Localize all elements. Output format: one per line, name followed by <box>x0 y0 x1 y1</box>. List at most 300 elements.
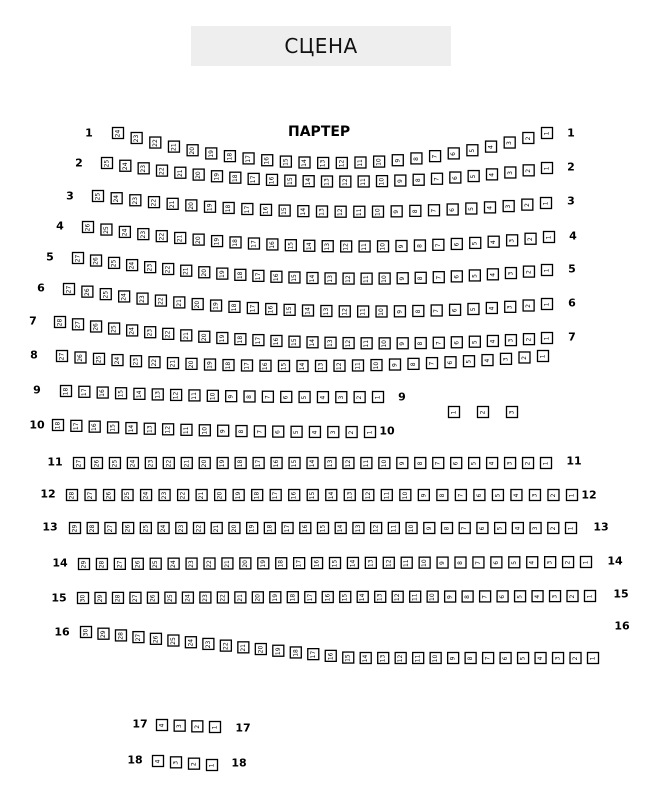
seat-row-11-seat-22[interactable] <box>163 458 174 469</box>
seat-row-5-seat-13[interactable] <box>325 273 336 284</box>
seat-row-13-seat-25[interactable] <box>140 523 151 534</box>
seat-row-12-seat-4[interactable] <box>511 490 522 501</box>
seat-row-12-seat-21[interactable] <box>196 490 207 501</box>
seat-row-1-seat-19[interactable] <box>206 148 217 159</box>
seat-row-14-seat-3[interactable] <box>545 557 556 568</box>
seat-row-2-seat-5[interactable] <box>468 171 479 182</box>
seat-row-1-seat-23[interactable] <box>131 132 142 143</box>
seat-row-11-seat-25[interactable] <box>109 458 120 469</box>
seat-row-7-seat-13[interactable] <box>325 337 336 348</box>
seat-row-15-seat-11[interactable] <box>410 591 421 602</box>
seat-row-13-seat-24[interactable] <box>158 523 169 534</box>
seat-row-11-seat-5[interactable] <box>469 458 480 469</box>
seat-row-10-seat-8[interactable] <box>236 426 247 437</box>
seat-row-15-seat-25[interactable] <box>165 592 176 603</box>
seat-row-16-seat-27[interactable] <box>133 632 144 643</box>
seat-row-16-seat-13[interactable] <box>378 653 389 664</box>
seat-row-12-seat-25[interactable] <box>122 490 133 501</box>
seat-row-6-seat-4[interactable] <box>486 302 497 313</box>
seat-row-13-seat-9[interactable] <box>424 523 435 534</box>
seat-row-15-seat-19[interactable] <box>270 592 281 603</box>
seat-row-14-seat-15[interactable] <box>330 558 341 569</box>
seat-row-11-seat-10[interactable] <box>379 458 390 469</box>
seat-row-13-seat-26[interactable] <box>123 523 134 534</box>
seat-row-6-seat-7[interactable] <box>431 305 442 316</box>
seat-row-11-seat-20[interactable] <box>199 458 210 469</box>
seat-row-14-seat-24[interactable] <box>168 558 179 569</box>
seat-row-7-seat-3[interactable] <box>505 335 516 346</box>
seat-row-6-seat-26[interactable] <box>82 286 93 297</box>
seat-row-7-seat-10[interactable] <box>379 338 390 349</box>
seat-row-7-seat-6[interactable] <box>451 337 462 348</box>
seat-row-12-seat-6[interactable] <box>474 490 485 501</box>
seat-row-5-seat-10[interactable] <box>379 273 390 284</box>
seat-row-12-seat-2[interactable] <box>548 490 559 501</box>
seat-row-16-seat-12[interactable] <box>395 653 406 664</box>
seat-row-6-seat-9[interactable] <box>394 306 405 317</box>
seat-row-15-seat-10[interactable] <box>427 591 438 602</box>
seat-row-1-seat-20[interactable] <box>187 145 198 156</box>
seat-row-16-seat-30[interactable] <box>81 627 92 638</box>
seat-row-1-seat-21[interactable] <box>168 141 179 152</box>
seat-row-4-seat-3[interactable] <box>507 235 518 246</box>
seat-row-3-seat-2[interactable] <box>522 199 533 210</box>
seat-row-3-seat-1[interactable] <box>541 198 552 209</box>
seat-row-5-seat-2[interactable] <box>523 266 534 277</box>
seat-row-10-seat-16[interactable] <box>89 421 100 432</box>
seat-row-2-seat-14[interactable] <box>303 176 314 187</box>
seat-row-7-seat-16[interactable] <box>271 335 282 346</box>
seat-row-16-seat-21[interactable] <box>238 642 249 653</box>
seat-row-12-seat-8[interactable] <box>437 490 448 501</box>
seat-row-4-seat-13[interactable] <box>322 241 333 252</box>
seat-row-1-seat-13[interactable] <box>318 157 329 168</box>
seat-row-11-seat-26[interactable] <box>91 458 102 469</box>
seat-row-2-seat-13[interactable] <box>322 176 333 187</box>
seat-row-14-seat-17[interactable] <box>294 558 305 569</box>
seat-row-8-seat-8[interactable] <box>408 358 419 369</box>
seat-row-13-seat-17[interactable] <box>282 523 293 534</box>
seat-row-5-seat-5[interactable] <box>469 270 480 281</box>
seat-row-15-seat-3[interactable] <box>550 591 561 602</box>
seat-row-1-seat-10[interactable] <box>374 156 385 167</box>
seat-row-10-seat-12[interactable] <box>163 424 174 435</box>
seat-row-13-seat-29[interactable] <box>70 523 81 534</box>
seat-row-5-seat-9[interactable] <box>397 273 408 284</box>
seat-row-1-seat-22[interactable] <box>150 137 161 148</box>
seat-row-6-seat-10[interactable] <box>376 306 387 317</box>
seat-row-5-seat-6[interactable] <box>451 271 462 282</box>
seat-row-16-seat-15[interactable] <box>343 652 354 663</box>
seat-row-5-seat-3[interactable] <box>505 268 516 279</box>
seat-row-13-seat-2[interactable] <box>548 523 559 534</box>
seat-row-4-seat-1[interactable] <box>544 232 555 243</box>
seat-row-9-seat-9[interactable] <box>226 391 237 402</box>
seat-row-14-seat-26[interactable] <box>132 558 143 569</box>
seat-row-6-seat-25[interactable] <box>100 289 111 300</box>
seat-row-7-seat-24[interactable] <box>127 325 138 336</box>
seat-row-9-seat-5[interactable] <box>299 392 310 403</box>
seat-row-13-seat-23[interactable] <box>176 523 187 534</box>
seat-row-2-seat-15[interactable] <box>285 175 296 186</box>
seat-row-3-seat-24[interactable] <box>111 193 122 204</box>
seat-row-7-seat-2[interactable] <box>523 334 534 345</box>
seat-row-14-seat-7[interactable] <box>473 557 484 568</box>
seat-row-5-seat-19[interactable] <box>217 268 228 279</box>
seat-row-4-seat-23[interactable] <box>138 229 149 240</box>
seat-row-11-seat-17[interactable] <box>253 458 264 469</box>
seat-row-16-seat-16[interactable] <box>325 650 336 661</box>
seat-row-4-seat-8[interactable] <box>414 240 425 251</box>
seat-row-15-seat-17[interactable] <box>305 592 316 603</box>
seat-row-14-seat-19[interactable] <box>258 558 269 569</box>
seat-row-8-seat-23[interactable] <box>131 356 142 367</box>
seat-row-12-seat-11[interactable] <box>381 490 392 501</box>
seat-row-14-seat-12[interactable] <box>383 557 394 568</box>
seat-row-4-seat-21[interactable] <box>175 232 186 243</box>
seat-row-18-seat-4[interactable] <box>153 756 164 767</box>
seat-row-12-seat-23[interactable] <box>159 490 170 501</box>
seat-row-7-seat-26[interactable] <box>91 321 102 332</box>
seat-row-4-seat-9[interactable] <box>396 240 407 251</box>
seat-row-9-seat-4[interactable] <box>317 392 328 403</box>
seat-row-14-seat-13[interactable] <box>365 557 376 568</box>
seat-row-8-seat-22[interactable] <box>149 357 160 368</box>
seat-row-3-seat-25[interactable] <box>93 191 104 202</box>
seat-row-15-seat-14[interactable] <box>357 591 368 602</box>
seat-row-5-seat-1[interactable] <box>542 265 553 276</box>
seat-row-15-seat-21[interactable] <box>235 592 246 603</box>
seat-row-8-seat-24[interactable] <box>112 355 123 366</box>
seat-row-11-seat-9[interactable] <box>397 458 408 469</box>
seat-row-11-seat-23[interactable] <box>145 458 156 469</box>
seat-row-1-seat-11[interactable] <box>355 157 366 168</box>
seat-row-16-seat-5[interactable] <box>518 653 529 664</box>
seat-row-4-seat-17[interactable] <box>248 238 259 249</box>
seat-row-15-seat-7[interactable] <box>480 591 491 602</box>
seat-row-9-seat-15[interactable] <box>116 388 127 399</box>
seat-row-extra-seat-1[interactable] <box>449 407 460 418</box>
seat-row-11-seat-15[interactable] <box>289 458 300 469</box>
seat-row-15-seat-20[interactable] <box>252 592 263 603</box>
seat-row-2-seat-16[interactable] <box>267 174 278 185</box>
seat-row-10-seat-9[interactable] <box>218 425 229 436</box>
seat-row-18-seat-1[interactable] <box>207 760 218 771</box>
seat-row-7-seat-25[interactable] <box>109 323 120 334</box>
seat-row-5-seat-21[interactable] <box>181 265 192 276</box>
seat-row-4-seat-11[interactable] <box>359 241 370 252</box>
seat-row-6-seat-6[interactable] <box>450 304 461 315</box>
seat-row-8-seat-14[interactable] <box>297 361 308 372</box>
seat-row-12-seat-22[interactable] <box>178 490 189 501</box>
seat-row-13-seat-12[interactable] <box>371 523 382 534</box>
seat-row-3-seat-22[interactable] <box>149 197 160 208</box>
seat-row-15-seat-8[interactable] <box>462 591 473 602</box>
seat-row-1-seat-16[interactable] <box>262 155 273 166</box>
seat-row-14-seat-2[interactable] <box>563 557 574 568</box>
seat-row-11-seat-19[interactable] <box>217 458 228 469</box>
seat-row-14-seat-14[interactable] <box>347 557 358 568</box>
seat-row-5-seat-7[interactable] <box>433 272 444 283</box>
seat-row-8-seat-11[interactable] <box>353 360 364 371</box>
seat-row-16-seat-7[interactable] <box>483 653 494 664</box>
seat-row-8-seat-9[interactable] <box>390 359 401 370</box>
seat-row-15-seat-22[interactable] <box>217 592 228 603</box>
seat-row-6-seat-23[interactable] <box>137 293 148 304</box>
seat-row-3-seat-4[interactable] <box>485 202 496 213</box>
seat-row-4-seat-14[interactable] <box>304 240 315 251</box>
seat-row-11-seat-2[interactable] <box>523 458 534 469</box>
seat-row-1-seat-18[interactable] <box>224 151 235 162</box>
seat-row-5-seat-24[interactable] <box>127 260 138 271</box>
seat-row-5-seat-26[interactable] <box>91 255 102 266</box>
seat-row-6-seat-2[interactable] <box>523 300 534 311</box>
seat-row-13-seat-14[interactable] <box>335 523 346 534</box>
seat-row-8-seat-1[interactable] <box>538 351 549 362</box>
seat-row-10-seat-7[interactable] <box>254 426 265 437</box>
seat-row-13-seat-18[interactable] <box>264 523 275 534</box>
seat-row-7-seat-17[interactable] <box>253 335 264 346</box>
seat-row-12-seat-10[interactable] <box>400 490 411 501</box>
seat-row-2-seat-25[interactable] <box>102 158 113 169</box>
seat-row-11-seat-4[interactable] <box>487 458 498 469</box>
seat-row-4-seat-12[interactable] <box>341 241 352 252</box>
seat-row-4-seat-20[interactable] <box>193 234 204 245</box>
seat-row-4-seat-15[interactable] <box>285 240 296 251</box>
seat-row-2-seat-24[interactable] <box>120 160 131 171</box>
seat-row-11-seat-14[interactable] <box>307 458 318 469</box>
seat-row-14-seat-1[interactable] <box>581 557 592 568</box>
seat-row-12-seat-14[interactable] <box>326 490 337 501</box>
seat-row-8-seat-18[interactable] <box>223 360 234 371</box>
seat-row-12-seat-9[interactable] <box>418 490 429 501</box>
seat-row-7-seat-22[interactable] <box>163 328 174 339</box>
seat-row-7-seat-23[interactable] <box>145 327 156 338</box>
seat-row-13-seat-11[interactable] <box>388 523 399 534</box>
seat-row-12-seat-20[interactable] <box>215 490 226 501</box>
seat-row-13-seat-3[interactable] <box>530 523 541 534</box>
seat-row-10-seat-2[interactable] <box>346 427 357 438</box>
seat-row-16-seat-4[interactable] <box>535 653 546 664</box>
seat-row-9-seat-10[interactable] <box>207 390 218 401</box>
seat-row-6-seat-15[interactable] <box>284 304 295 315</box>
seat-row-11-seat-12[interactable] <box>343 458 354 469</box>
seat-row-13-seat-21[interactable] <box>211 523 222 534</box>
seat-row-16-seat-8[interactable] <box>465 653 476 664</box>
seat-row-10-seat-10[interactable] <box>199 425 210 436</box>
seat-row-8-seat-15[interactable] <box>279 360 290 371</box>
seat-row-10-seat-6[interactable] <box>273 426 284 437</box>
seat-row-12-seat-27[interactable] <box>85 490 96 501</box>
seat-row-12-seat-28[interactable] <box>67 490 78 501</box>
seat-row-15-seat-13[interactable] <box>375 591 386 602</box>
seat-row-3-seat-11[interactable] <box>354 206 365 217</box>
seat-row-4-seat-2[interactable] <box>525 233 536 244</box>
seat-row-5-seat-23[interactable] <box>145 262 156 273</box>
seat-row-11-seat-6[interactable] <box>451 458 462 469</box>
seat-row-16-seat-6[interactable] <box>500 653 511 664</box>
seat-row-4-seat-25[interactable] <box>101 224 112 235</box>
seat-row-12-seat-1[interactable] <box>567 490 578 501</box>
seat-row-3-seat-18[interactable] <box>223 202 234 213</box>
seat-row-3-seat-13[interactable] <box>317 206 328 217</box>
seat-row-14-seat-23[interactable] <box>186 558 197 569</box>
seat-row-5-seat-15[interactable] <box>289 272 300 283</box>
seat-row-6-seat-3[interactable] <box>505 301 516 312</box>
seat-row-14-seat-20[interactable] <box>240 558 251 569</box>
seat-row-7-seat-15[interactable] <box>289 336 300 347</box>
seat-row-15-seat-12[interactable] <box>392 591 403 602</box>
seat-row-13-seat-7[interactable] <box>459 523 470 534</box>
seat-row-10-seat-13[interactable] <box>144 423 155 434</box>
seat-row-7-seat-7[interactable] <box>433 337 444 348</box>
seat-row-7-seat-9[interactable] <box>397 338 408 349</box>
seat-row-13-seat-10[interactable] <box>406 523 417 534</box>
seat-row-12-seat-16[interactable] <box>289 490 300 501</box>
seat-row-9-seat-8[interactable] <box>244 391 255 402</box>
seat-row-15-seat-4[interactable] <box>532 591 543 602</box>
seat-row-6-seat-17[interactable] <box>247 303 258 314</box>
seat-row-12-seat-15[interactable] <box>307 490 318 501</box>
seat-row-18-seat-3[interactable] <box>171 757 182 768</box>
seat-row-3-seat-14[interactable] <box>298 206 309 217</box>
seat-row-1-seat-24[interactable] <box>113 128 124 139</box>
seat-row-5-seat-11[interactable] <box>361 273 372 284</box>
seat-row-4-seat-10[interactable] <box>378 241 389 252</box>
seat-row-6-seat-20[interactable] <box>192 299 203 310</box>
seat-row-12-seat-12[interactable] <box>363 490 374 501</box>
seat-row-7-seat-4[interactable] <box>487 335 498 346</box>
seat-row-extra-seat-3[interactable] <box>507 407 518 418</box>
seat-row-16-seat-25[interactable] <box>168 635 179 646</box>
seat-row-16-seat-29[interactable] <box>98 628 109 639</box>
seat-row-10-seat-18[interactable] <box>53 420 64 431</box>
seat-row-10-seat-11[interactable] <box>181 424 192 435</box>
seat-row-7-seat-1[interactable] <box>542 333 553 344</box>
seat-row-8-seat-26[interactable] <box>75 352 86 363</box>
seat-row-2-seat-20[interactable] <box>193 169 204 180</box>
seat-row-14-seat-22[interactable] <box>204 558 215 569</box>
seat-row-12-seat-5[interactable] <box>492 490 503 501</box>
seat-row-8-seat-13[interactable] <box>316 360 327 371</box>
seat-row-3-seat-3[interactable] <box>503 201 514 212</box>
seat-row-extra-seat-2[interactable] <box>478 407 489 418</box>
seat-row-3-seat-16[interactable] <box>261 204 272 215</box>
seat-row-11-seat-21[interactable] <box>181 458 192 469</box>
seat-row-16-seat-11[interactable] <box>413 653 424 664</box>
seat-row-6-seat-1[interactable] <box>542 299 553 310</box>
seat-row-9-seat-12[interactable] <box>171 389 182 400</box>
seat-row-6-seat-5[interactable] <box>468 303 479 314</box>
seat-row-15-seat-5[interactable] <box>515 591 526 602</box>
seat-row-9-seat-6[interactable] <box>281 391 292 402</box>
seat-row-1-seat-9[interactable] <box>392 155 403 166</box>
seat-row-5-seat-25[interactable] <box>109 257 120 268</box>
seat-row-4-seat-26[interactable] <box>83 222 94 233</box>
seat-row-13-seat-19[interactable] <box>247 523 258 534</box>
seat-row-1-seat-3[interactable] <box>504 137 515 148</box>
seat-row-10-seat-5[interactable] <box>291 426 302 437</box>
seat-row-13-seat-15[interactable] <box>318 523 329 534</box>
seat-row-2-seat-11[interactable] <box>358 176 369 187</box>
seat-row-10-seat-14[interactable] <box>126 423 137 434</box>
seat-row-6-seat-27[interactable] <box>64 284 75 295</box>
seat-row-8-seat-17[interactable] <box>242 360 253 371</box>
seat-row-7-seat-21[interactable] <box>181 330 192 341</box>
seat-row-9-seat-7[interactable] <box>262 391 273 402</box>
seat-row-2-seat-3[interactable] <box>505 167 516 178</box>
seat-row-9-seat-1[interactable] <box>373 392 384 403</box>
seat-row-3-seat-5[interactable] <box>466 203 477 214</box>
seat-row-16-seat-3[interactable] <box>553 653 564 664</box>
seat-row-14-seat-16[interactable] <box>312 558 323 569</box>
seat-row-8-seat-2[interactable] <box>519 352 530 363</box>
seat-row-5-seat-18[interactable] <box>235 269 246 280</box>
seat-row-6-seat-14[interactable] <box>303 305 314 316</box>
seat-row-6-seat-8[interactable] <box>413 305 424 316</box>
seat-row-15-seat-16[interactable] <box>322 592 333 603</box>
seat-row-14-seat-10[interactable] <box>419 557 430 568</box>
seat-row-14-seat-4[interactable] <box>527 557 538 568</box>
seat-row-9-seat-18[interactable] <box>61 386 72 397</box>
seat-row-3-seat-23[interactable] <box>130 195 141 206</box>
seat-row-1-seat-8[interactable] <box>411 153 422 164</box>
seat-row-5-seat-12[interactable] <box>343 273 354 284</box>
seat-row-14-seat-21[interactable] <box>222 558 233 569</box>
seat-row-3-seat-20[interactable] <box>186 200 197 211</box>
seat-row-9-seat-16[interactable] <box>97 387 108 398</box>
seat-row-8-seat-27[interactable] <box>57 351 68 362</box>
seat-row-13-seat-16[interactable] <box>300 523 311 534</box>
seat-row-5-seat-27[interactable] <box>73 253 84 264</box>
seat-row-6-seat-13[interactable] <box>321 305 332 316</box>
seat-row-11-seat-7[interactable] <box>433 458 444 469</box>
seat-row-7-seat-20[interactable] <box>199 331 210 342</box>
seat-row-14-seat-5[interactable] <box>509 557 520 568</box>
seat-row-16-seat-18[interactable] <box>290 647 301 658</box>
seat-row-14-seat-27[interactable] <box>114 558 125 569</box>
seat-row-13-seat-1[interactable] <box>566 523 577 534</box>
seat-row-11-seat-27[interactable] <box>74 458 85 469</box>
seat-row-3-seat-21[interactable] <box>167 198 178 209</box>
seat-row-16-seat-28[interactable] <box>115 630 126 641</box>
seat-row-8-seat-3[interactable] <box>501 353 512 364</box>
seat-row-17-seat-4[interactable] <box>157 720 168 731</box>
seat-row-15-seat-9[interactable] <box>445 591 456 602</box>
seat-row-6-seat-19[interactable] <box>211 300 222 311</box>
seat-row-10-seat-17[interactable] <box>71 420 82 431</box>
seat-row-15-seat-18[interactable] <box>287 592 298 603</box>
seat-row-2-seat-4[interactable] <box>487 169 498 180</box>
seat-row-2-seat-21[interactable] <box>175 167 186 178</box>
seat-row-1-seat-5[interactable] <box>467 145 478 156</box>
seat-row-4-seat-19[interactable] <box>212 236 223 247</box>
seat-row-7-seat-14[interactable] <box>307 337 318 348</box>
seat-row-15-seat-2[interactable] <box>567 591 578 602</box>
seat-row-16-seat-20[interactable] <box>255 644 266 655</box>
seat-row-2-seat-22[interactable] <box>157 165 168 176</box>
seat-row-10-seat-4[interactable] <box>309 426 320 437</box>
seat-row-7-seat-18[interactable] <box>235 334 246 345</box>
seat-row-12-seat-19[interactable] <box>233 490 244 501</box>
seat-row-7-seat-8[interactable] <box>415 338 426 349</box>
seat-row-3-seat-9[interactable] <box>391 206 402 217</box>
seat-row-11-seat-24[interactable] <box>127 458 138 469</box>
seat-row-14-seat-9[interactable] <box>437 557 448 568</box>
seat-row-6-seat-18[interactable] <box>229 301 240 312</box>
seat-row-6-seat-11[interactable] <box>358 306 369 317</box>
seat-row-8-seat-4[interactable] <box>482 355 493 366</box>
